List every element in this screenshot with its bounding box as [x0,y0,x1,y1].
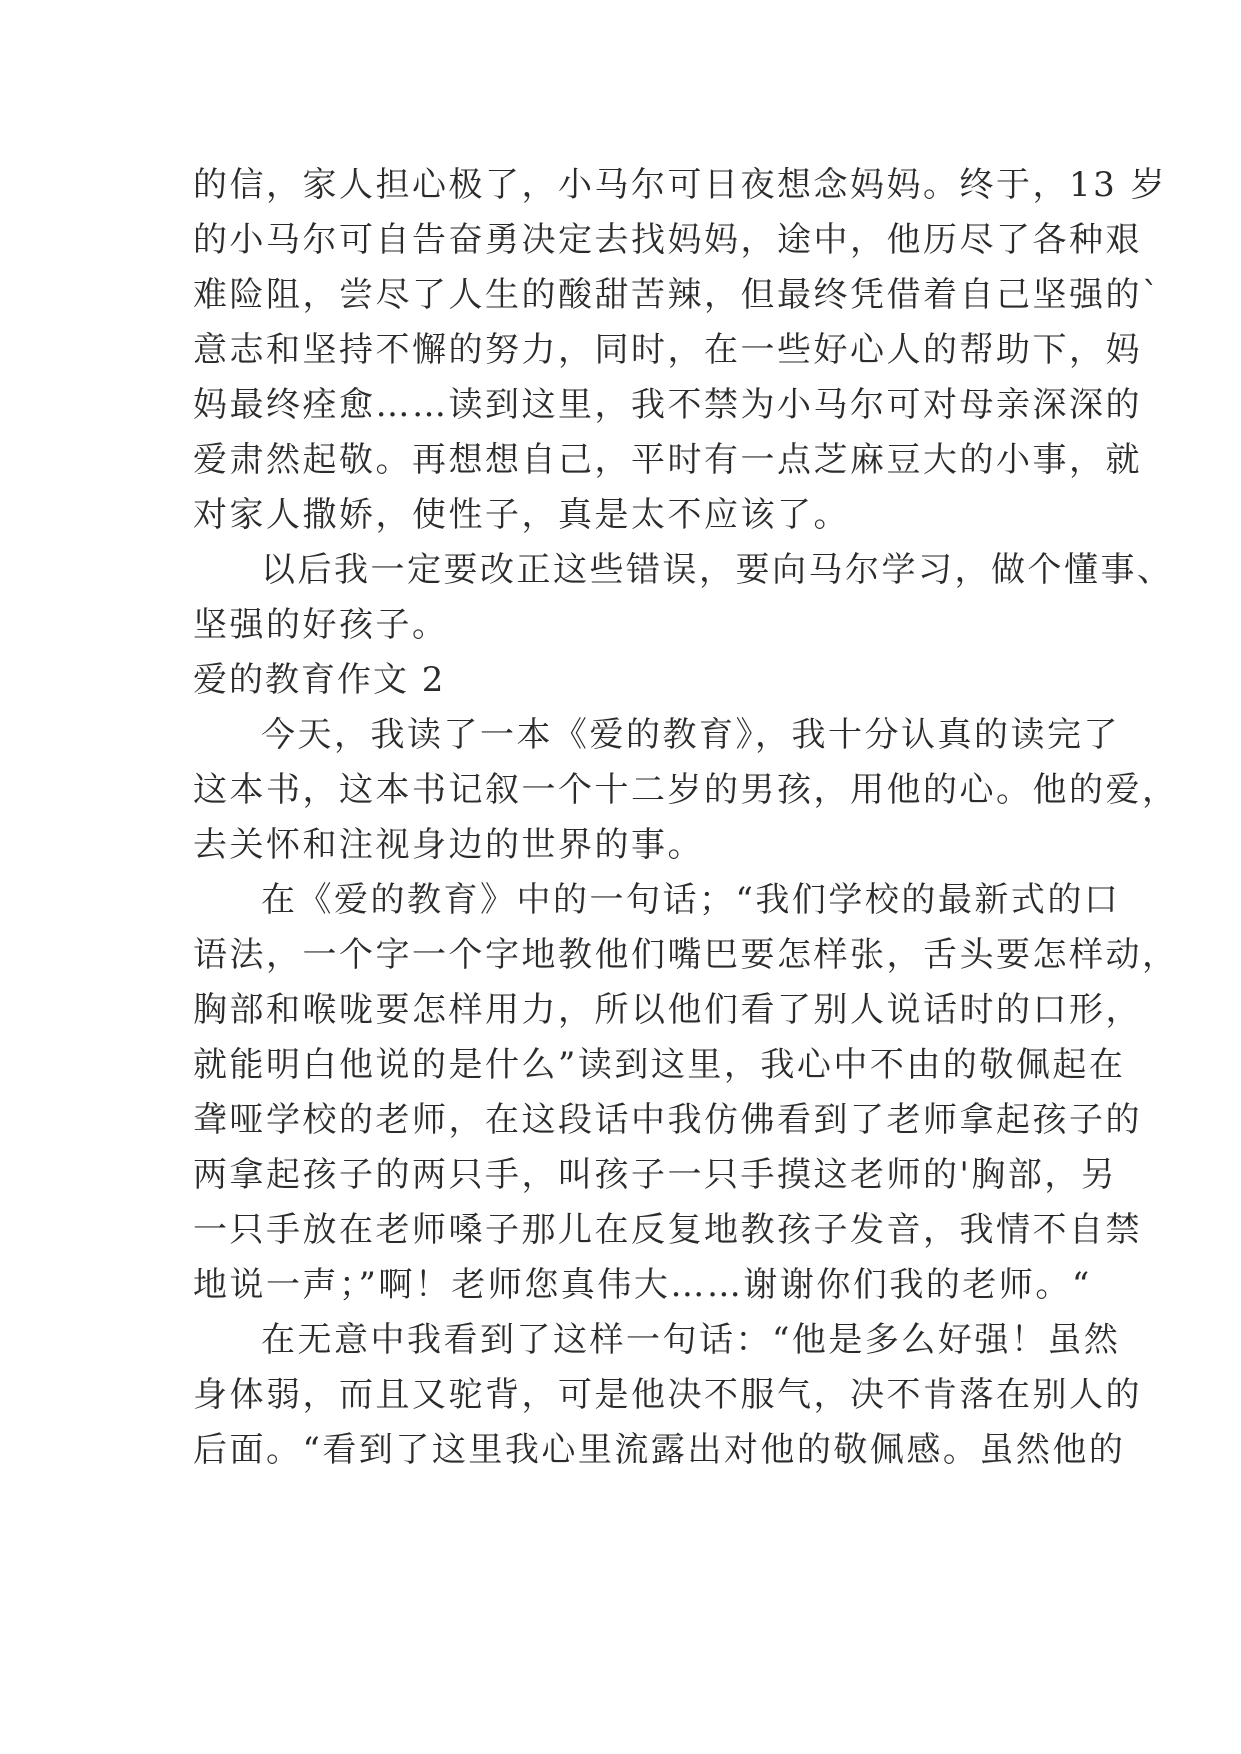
text-line: 的小马尔可自告奋勇决定去找妈妈，途中，他历尽了各种艰 [193,220,1142,260]
paragraph-4 [193,873,1179,1313]
text-line: 一只手放在老师嗓子那儿在反复地教孩子发音，我情不自禁 [193,1210,1142,1250]
text-line: 两拿起孩子的两只手，叫孩子一只手摸这老师的'胸部，另 [193,1155,1118,1195]
text-line: 今天，我读了一本《爱的教育》，我十分认真的读完了 [261,715,1120,755]
text-line: 妈最终痊愈……读到这里，我不禁为小马尔可对母亲深深的 [193,385,1142,425]
text-line: 去关怀和注视身边的世界的事。 [193,825,704,865]
text-line: 以后我一定要改正这些错误，要向马尔学习，做个懂事、 [261,550,1174,590]
document-body [193,158,1179,1478]
text-line: 难险阻，尝尽了人生的酸甜苦辣，但最终凭借着自己坚强的` [193,275,1162,315]
text-line: 地说一声；”啊！老师您真伟大……谢谢你们我的老师。“ [193,1265,1092,1305]
text-line: 身体弱，而且又驼背，可是他决不服气，决不肯落在别人的 [193,1375,1142,1415]
paragraph-3 [193,708,1179,873]
text-line: 在无意中我看到了这样一句话：“他是多么好强！虽然 [261,1320,1121,1360]
text-line: 胸部和喉咙要怎样用力，所以他们看了别人说话时的口形， [193,990,1142,1030]
text-line: 后面。“看到了这里我心里流露出对他的敬佩感。虽然他的 [193,1430,1126,1470]
text-line: 聋哑学校的老师，在这段话中我仿佛看到了老师拿起孩子的 [193,1100,1142,1140]
text-line: 坚强的好孩子。 [193,605,449,645]
text-line: 爱肃然起敬。再想想自己，平时有一点芝麻豆大的小事，就 [193,440,1142,480]
heading-text: 爱的教育作文 2 [193,660,446,700]
text-line: 意志和坚持不懈的努力，同时，在一些好心人的帮助下，妈 [193,330,1142,370]
text-line: 在《爱的教育》中的一句话；“我们学校的最新式的口 [261,880,1121,920]
paragraph-5 [193,1313,1142,1478]
paragraph-1 [193,158,1168,543]
text-line: 这本书，这本书记叙一个十二岁的男孩，用他的心。他的爱， [193,770,1179,810]
text-line: 对家人撒娇，使性子，真是太不应该了。 [193,495,850,535]
paragraph-2 [193,543,1174,653]
text-line: 就能明白他说的是什么”读到这里，我心中不由的敬佩起在 [193,1045,1126,1085]
section-heading [193,653,1053,708]
text-line: 的信，家人担心极了，小马尔可日夜想念妈妈。终于，13 岁 [193,165,1168,205]
text-line: 语法，一个字一个字地教他们嘴巴要怎样张，舌头要怎样动， [193,935,1179,975]
